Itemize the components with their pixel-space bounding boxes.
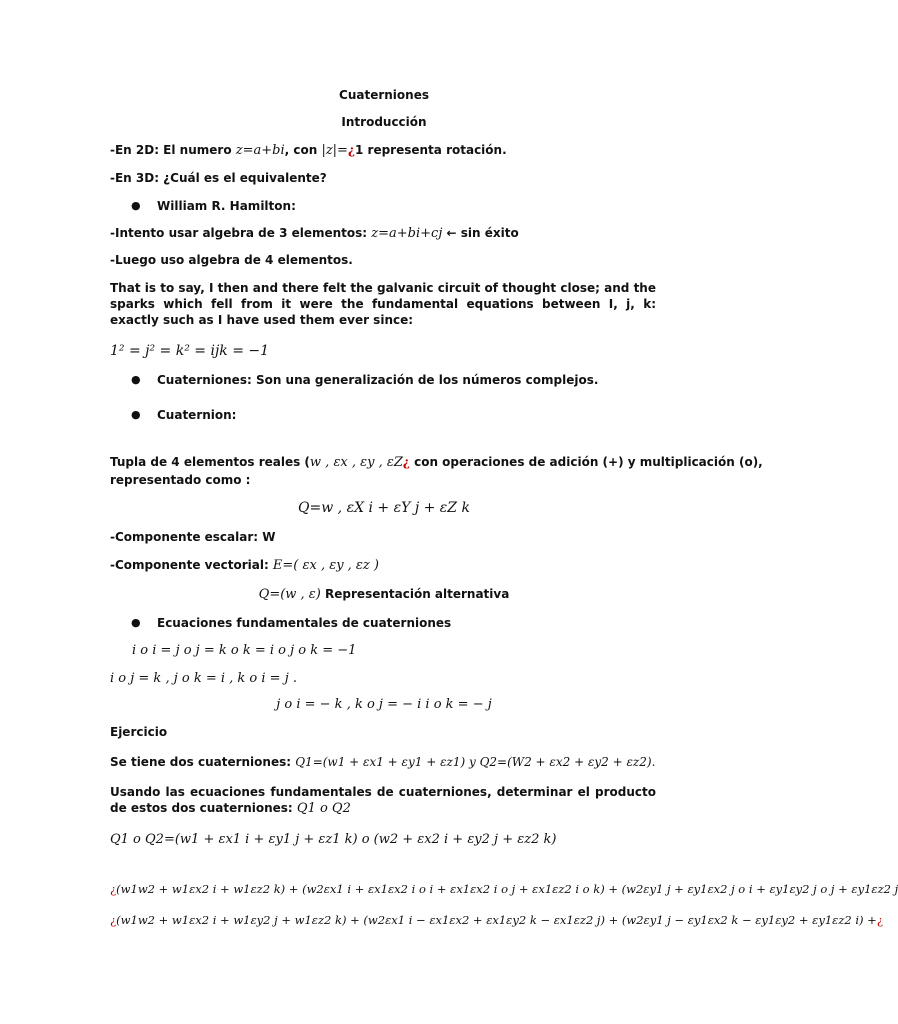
expansion-1-red-mark: ¿ [110, 882, 117, 896]
tupla-line [110, 455, 763, 470]
tupla-math: w , εx , εy , εZ [309, 455, 403, 470]
expansion-1: (w1w2 + w1εx2 i + w1εz2 k) + (w2εx1 i + εx1εx2 i o i + εx1εx2 i o j + εx1εz2 i o k) + (w2εy1 j + εy1εx2 j o i + εy1εy2 j o j + εy1εz2 j [116, 882, 898, 896]
line-2d-red-mark: ¿ [347, 143, 355, 157]
tupla-post: con operaciones de adición (+) y multiplicación (o), [409, 455, 763, 469]
line-3d: -En 3D: ¿Cuál es el equivalente? [110, 171, 327, 185]
setiene-line [110, 755, 655, 769]
equation-fundamental-3: j o i = − k , k o j = − i i o k = − j [276, 697, 492, 712]
comp-vect-math: E=( εx , εy , εz ) [272, 558, 379, 573]
intento-pre: -Intento usar algebra de 3 elementos: [110, 226, 372, 240]
tupla-line-2: representado como : [110, 473, 251, 487]
expansion-line-1 [110, 882, 898, 896]
bullet-generalizacion: Cuaterniones: Son una generalización de los números complejos. [157, 373, 599, 387]
intento-post: sin éxito [456, 226, 519, 240]
section-heading: Introducción [341, 115, 427, 129]
line-2d-mid: , con [284, 143, 322, 157]
bullet-icon: ● [131, 408, 141, 421]
bullet-icon: ● [131, 373, 141, 386]
expansion-line-2 [110, 913, 883, 927]
equation-fundamental-2: i o j = k , j o k = i , k o i = j . [110, 671, 298, 686]
usando-math: Q1 o Q2 [296, 801, 351, 816]
expansion-2-red-mark-end: ¿ [876, 913, 883, 927]
line-2d-pre: -En 2D: El numero [110, 143, 236, 157]
equation-product: Q1 o Q2=(w1 + εx1 i + εy1 j + εz1 k) o (w2 + εx2 i + εy2 j + εz2 k) [110, 832, 557, 847]
setiene-pre: Se tiene dos cuaterniones: [110, 755, 296, 769]
equation-fundamental-1: i o i = j o j = k o k = i o j o k = −1 [132, 643, 357, 658]
representacion-alternativa [0, 587, 768, 602]
line-luego: -Luego uso algebra de 4 elementos. [110, 253, 353, 267]
alt-text: Representación alternativa [320, 587, 510, 601]
bullet-ecuaciones: Ecuaciones fundamentales de cuaterniones [157, 616, 452, 630]
expansion-2-red-mark: ¿ [110, 913, 117, 927]
alt-math: Q=(w , ε) [258, 587, 321, 602]
comp-vect-pre: -Componente vectorial: [110, 558, 273, 572]
expansion-2: (w1w2 + w1εx2 i + w1εy2 j + w1εz2 k) + (w2εx1 i − εx1εx2 + εx1εy2 k − εx1εz2 j) + (w2εy1 j − εy1εx2 k − εy1εy2 + εy1εz2 i) + [116, 913, 877, 927]
tupla-pre: Tupla de 4 elementos reales ( [110, 455, 310, 469]
line-2d [110, 143, 507, 158]
componente-vectorial [110, 558, 379, 573]
bullet-icon: ● [131, 199, 141, 212]
componente-escalar: -Componente escalar: W [110, 530, 276, 544]
tupla-red-mark: ¿ [402, 455, 410, 469]
ejercicio-heading: Ejercicio [110, 725, 168, 739]
line-2d-math: z=a+bi [235, 143, 285, 158]
line-2d-abs: |z|= [321, 143, 348, 158]
setiene-math: Q1=(w1 + εx1 + εy1 + εz1) y Q2=(W2 + εx2 + εy2 + εz2). [295, 755, 656, 769]
usando-text: Usando las ecuaciones fundamentales de cuaterniones, determinar el producto de estos dos cuaterniones: [110, 785, 656, 815]
bullet-cuaternion: Cuaternion: [157, 408, 237, 422]
line-intento [110, 226, 519, 241]
bullet-hamilton: William R. Hamilton: [157, 199, 296, 213]
bullet-icon: ● [131, 616, 141, 629]
arrow-left-icon: ← [446, 226, 457, 240]
page-title: Cuaterniones [339, 88, 429, 102]
intento-math: z=a+bi+cj [371, 226, 443, 241]
usando-paragraph [110, 784, 656, 817]
equation-q: Q=w , εX i + εY j + εZ k [298, 500, 470, 516]
equation-squares: 1² = j² = k² = ijk = −1 [110, 343, 270, 359]
line-2d-post: 1 representa rotación. [355, 143, 507, 157]
hamilton-quote: That is to say, I then and there felt the galvanic circuit of thought close; and the sparks which fell from it were the fundamental equations between I, j, k: exactly such as I have used them ever since: [110, 281, 656, 327]
